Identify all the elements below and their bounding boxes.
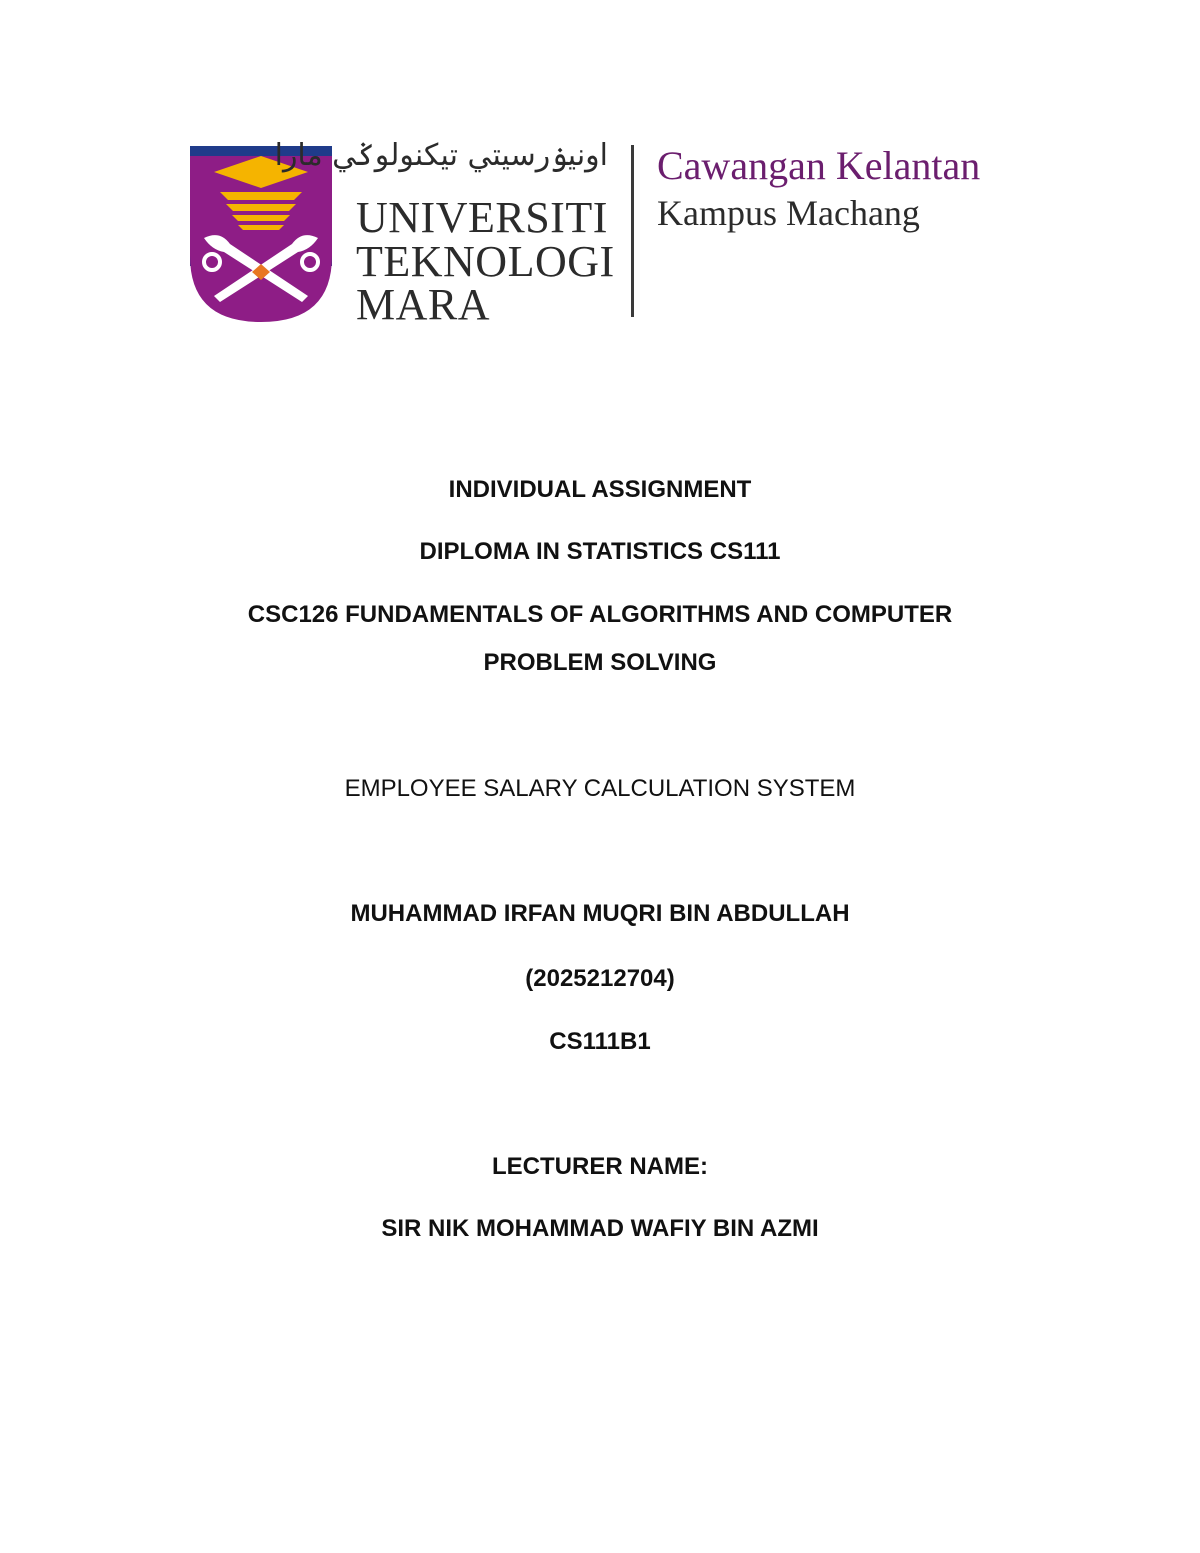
jawi-wordmark: اونيۏرسيتي تيكنولوݢي مارا — [274, 138, 608, 173]
university-name-line-2: TEKNOLOGI — [356, 237, 615, 286]
programme: DIPLOMA IN STATISTICS CS111 — [419, 538, 781, 565]
logo-divider — [631, 145, 634, 317]
university-name-line-1: UNIVERSITI — [356, 193, 608, 242]
project-title: EMPLOYEE SALARY CALCULATION SYSTEM — [344, 775, 856, 802]
campus-branch: Cawangan Kelantan — [657, 143, 981, 188]
assignment-type: INDIVIDUAL ASSIGNMENT — [448, 476, 752, 503]
student-name: MUHAMMAD IRFAN MUQRI BIN ABDULLAH — [350, 900, 850, 927]
lecturer-name: SIR NIK MOHAMMAD WAFIY BIN AZMI — [381, 1215, 819, 1242]
lecturer-label: LECTURER NAME: — [492, 1153, 708, 1180]
student-id: (2025212704) — [525, 965, 675, 992]
class-group: CS111B1 — [549, 1028, 651, 1055]
campus-name: Kampus Machang — [657, 193, 920, 233]
course-title-line-1: CSC126 FUNDAMENTALS OF ALGORITHMS AND COMPUTER — [247, 601, 953, 628]
university-name-line-3: MARA — [356, 280, 491, 329]
course-title-line-2: PROBLEM SOLVING — [483, 649, 717, 676]
